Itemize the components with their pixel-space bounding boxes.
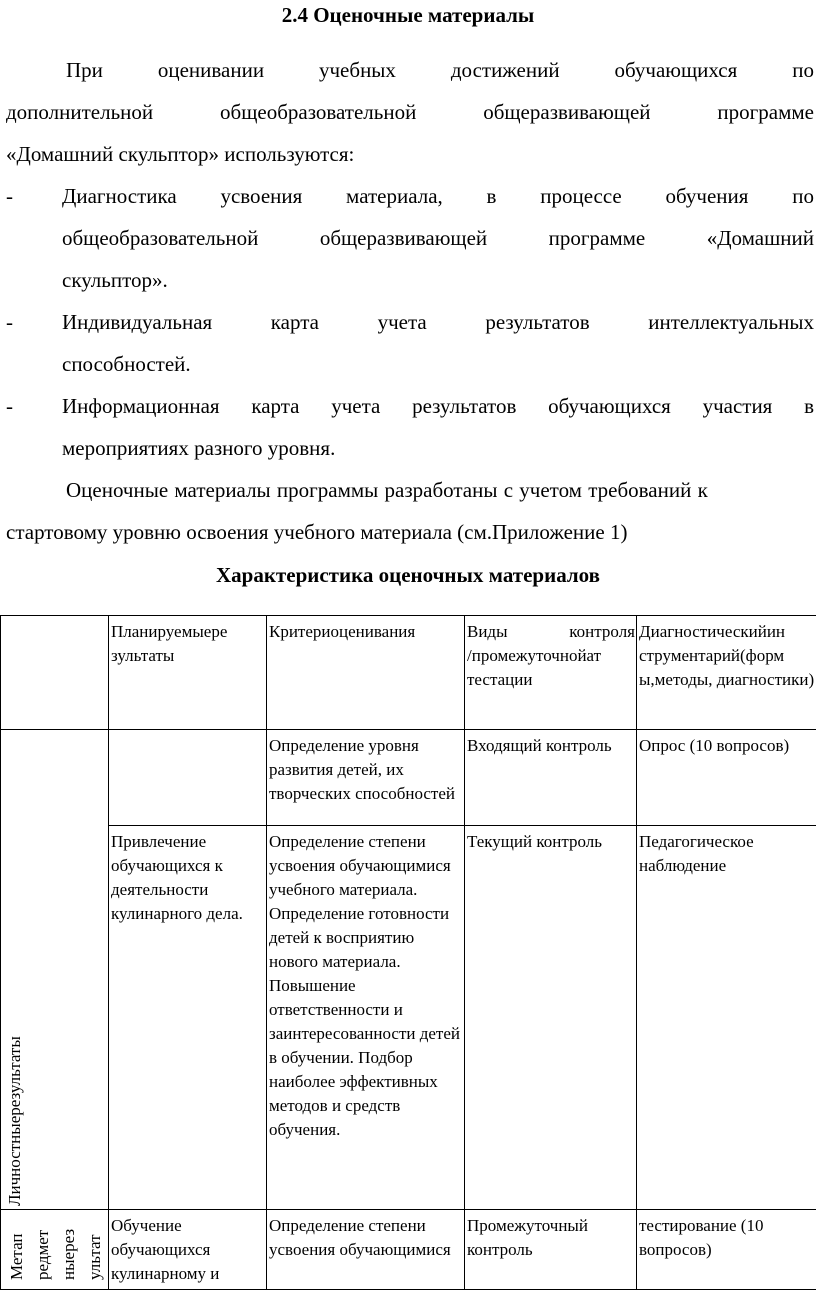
intro-l1-word: достижений: [451, 58, 560, 83]
row-group-meta-label: Метап: [5, 1234, 29, 1281]
b3-l1-word: карта: [251, 394, 299, 419]
row-group-personal: [1, 730, 109, 1210]
row-group-meta-label: ныерез: [57, 1229, 81, 1280]
b3-l1-word: результатов: [412, 394, 516, 419]
row-group-meta: [1, 1210, 109, 1290]
table-row: [1, 730, 816, 826]
b1-l2-word: «Домашний: [707, 226, 814, 251]
section-heading: 2.4 Оценочные материалы: [0, 3, 816, 28]
header-control-b: контроля: [569, 620, 635, 644]
bullet1-line-2: [62, 226, 814, 251]
intro-l1-word: оценивании: [158, 58, 264, 83]
assessment-table: [0, 615, 816, 1290]
row1-diag: Опрос (10 вопросов): [637, 730, 816, 826]
closing-line-2: стартовому уровню освоения учебного материала (см.Приложение 1): [6, 520, 627, 545]
header-criteria: Критериоценивания: [267, 616, 465, 730]
header-control-a: Виды: [467, 620, 508, 644]
row3-control: Промежуточный контроль: [465, 1210, 637, 1290]
b1-l2-word: общеразвивающей: [320, 226, 487, 251]
b3-l1-word: обучающихся: [548, 394, 671, 419]
row-group-personal-label: Личностныерезультаты: [3, 1036, 27, 1206]
b2-l1-word: карта: [271, 310, 319, 335]
row1-planned: [109, 730, 267, 826]
b1-l2-word: общеобразовательной: [62, 226, 258, 251]
intro-l2-word: дополнительной: [6, 100, 153, 125]
row1-criteria: Определение уровня развития детей, их творческих способностей: [267, 730, 465, 826]
bullet2-line-1: [62, 310, 814, 335]
bullet-dash-1: -: [6, 184, 13, 209]
header-empty-cell: [1, 616, 109, 730]
b1-l1-word: в: [487, 184, 497, 209]
header-control: [465, 616, 637, 730]
header-control-c: /промежуточнойат тестации: [467, 644, 635, 692]
intro-l1-word: При: [66, 58, 103, 83]
bullet-dash-3: -: [6, 394, 13, 419]
table-row: [1, 826, 816, 1210]
row2-planned: Привлечение обучающихся к деятельности кулинарного дела.: [109, 826, 267, 1210]
bullet-dash-2: -: [6, 310, 13, 335]
closing-line-1: Оценочные материалы программы разработаны с учетом требований к: [66, 478, 708, 503]
intro-line-3: «Домашний скульптор» используются:: [6, 142, 354, 167]
header-diag: Диагностическийин струментарий(форм ы,методы, диагностики): [637, 616, 816, 730]
b1-l1-word: по: [792, 184, 814, 209]
row2-diag: Педагогическое наблюдение: [637, 826, 816, 1210]
b1-l1-word: усвоения: [220, 184, 302, 209]
bullet1-line-1: [62, 184, 814, 209]
intro-l1-word: по: [792, 58, 814, 83]
row3-diag: тестирование (10 вопросов): [637, 1210, 816, 1290]
intro-l2-word: программе: [717, 100, 814, 125]
intro-l1-word: учебных: [319, 58, 396, 83]
header-planned: Планируемыере зультаты: [109, 616, 267, 730]
row-group-meta-label: ультат: [83, 1234, 107, 1280]
b3-l1-word: участия: [703, 394, 773, 419]
intro-l1-word: обучающихся: [615, 58, 738, 83]
row1-control: Входящий контроль: [465, 730, 637, 826]
b2-l1-word: интеллектуальных: [648, 310, 814, 335]
intro-l2-word: общеразвивающей: [483, 100, 650, 125]
b2-l1-word: результатов: [485, 310, 589, 335]
bullet3-line-1: [62, 394, 814, 419]
b3-l1-word: в: [804, 394, 814, 419]
b3-l1-word: учета: [331, 394, 380, 419]
intro-line-1: [66, 58, 814, 83]
intro-l2-word: общеобразовательной: [220, 100, 416, 125]
b2-l1-word: учета: [378, 310, 427, 335]
row2-control: Текущий контроль: [465, 826, 637, 1210]
b1-l1-word: обучения: [666, 184, 749, 209]
bullet1-line-3: скульптор».: [62, 268, 168, 293]
table-header-row: [1, 616, 816, 730]
row-group-meta-label: редмет: [31, 1230, 55, 1280]
row2-criteria: Определение степени усвоения обучающимися учебного материала. Определение готовности детей к восприятию нового материала. Повышение ответственности и заинтересованности детей в обучении. Подбор наиболее эффективных методов и средств обучения.: [267, 826, 465, 1210]
b1-l1-word: процессе: [540, 184, 622, 209]
bullet3-line-2: мероприятиях разного уровня.: [62, 436, 335, 461]
b1-l1-word: Диагностика: [62, 184, 177, 209]
table-title: Характеристика оценочных материалов: [0, 563, 816, 588]
b1-l1-word: материала,: [346, 184, 443, 209]
row3-planned: Обучение обучающихся кулинарному и: [109, 1210, 267, 1290]
intro-line-2: [6, 100, 814, 125]
table-row: [1, 1210, 816, 1290]
b1-l2-word: программе: [549, 226, 646, 251]
bullet2-line-2: способностей.: [62, 352, 191, 377]
b3-l1-word: Информационная: [62, 394, 220, 419]
row3-criteria: Определение степени усвоения обучающимися: [267, 1210, 465, 1290]
b2-l1-word: Индивидуальная: [62, 310, 212, 335]
